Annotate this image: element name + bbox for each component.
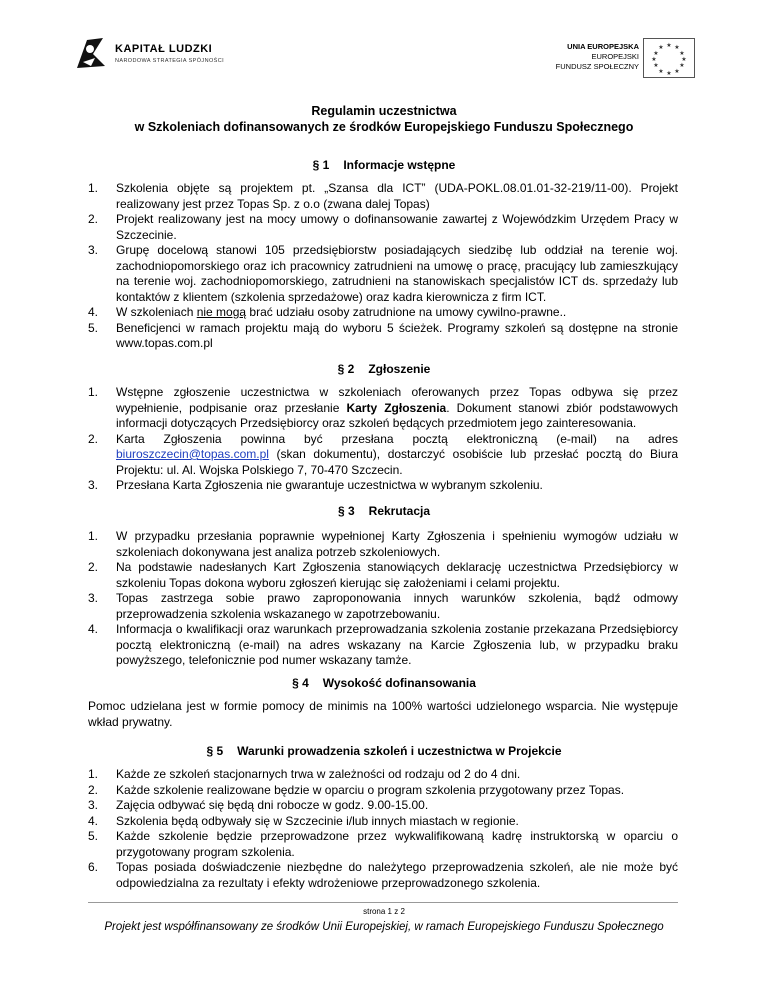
section-2-number: § 2	[337, 362, 355, 376]
eu-logo-line3: FUNDUSZ SPOŁECZNY	[555, 62, 639, 71]
svg-text:★: ★	[653, 51, 659, 57]
eu-logo-line2: EUROPEJSKI	[591, 52, 639, 61]
svg-text:★: ★	[658, 69, 664, 75]
title-line2: w Szkoleniach dofinansowanych ze środków Europejskiego Funduszu Społecznego	[134, 120, 634, 134]
page-number: strona 1 z 2	[363, 907, 405, 916]
eu-logo-line1: UNIA EUROPEJSKA	[567, 42, 639, 51]
section-2-title: Zgłoszenie	[368, 362, 431, 376]
section-5-number: § 5	[206, 744, 224, 758]
list-item: 1. Wstępne zgłoszenie uczestnictwa w szkoleniach oferowanych przez Topas odbywa się przez wypełnienie, podpisanie oraz przesłanie Karty Zgłoszenia. Dokument stanowi zbiór podstawowych informacji dotyczących Przedsiębiorcy oraz szkoleń będących przedmiotem jego zainteresowania.	[88, 385, 678, 430]
list-item: 3. Topas zastrzega sobie prawo zaproponowania innych warunków szkolenia, bądź odmowy przeprowadzenia szkolenia wskazanego w zapotrzebowaniu.	[88, 591, 678, 621]
list-item: 1. W przypadku przesłania poprawnie wypełnionej Karty Zgłoszenia i spełnieniu wymogów udziału w szkoleniach dokonywana jest analiza potrzeb szkoleniowych.	[88, 529, 678, 559]
list-item: 4. Szkolenia będą odbywały się w Szczecinie i/lub innych miastach w regionie.	[88, 813, 519, 828]
list-item: 2. Projekt realizowany jest na mocy umowy o dofinansowanie zawartej z Wojewódzkim Urzędem Pracy w Szczecinie.	[88, 212, 678, 242]
section-3-list	[88, 529, 678, 669]
eu-flag-icon	[643, 38, 695, 78]
list-item: 2. Każde szkolenie realizowane będzie w oparciu o program szkolenia przygotowany przez Topas.	[88, 782, 625, 797]
svg-text:★: ★	[666, 71, 672, 77]
logo-left-subtitle: NARODOWA STRATEGIA SPÓJNOŚCI	[115, 58, 224, 64]
list-item: 3. Grupę docelową stanowi 105 przedsiębiorstw posiadających siedzibę lub oddział na terenie woj. zachodniopomorskiego oraz ich pracownicy zatrudnieni na umowę o pracę, pracujący lub zamieszkujący na terenie woj. zachodniopomorskiego, zatrudnieni na stanowiskach specjalistów ICT ds. sprzedaży lub kontaktów z klientem (szkolenia sprzedażowe) oraz kadra kierownicza z firm ICT.	[88, 243, 678, 304]
document-title	[0, 103, 768, 135]
list-item: 1. Każde ze szkoleń stacjonarnych trwa w zależności od rodzaju od 2 do 4 dni.	[88, 767, 521, 781]
kapital-ludzki-logo	[73, 36, 243, 72]
svg-text:★: ★	[674, 45, 680, 51]
list-item: 4. Informacja o kwalifikacji oraz warunkach przeprowadzania szkolenia zostanie przekazana Przedsiębiorcy pocztą elektroniczną (e-mail) na adres wskazany na Karcie Zgłoszenia lub, w przypadku braku powyższego, telefonicznie pod numer wskazany tamże.	[88, 622, 678, 667]
list-item: 2. Na podstawie nadesłanych Kart Zgłoszenia stanowiących deklarację uczestnictwa Przedsiębiorcy w szkoleniu Topas dokona wyboru zgłoszeń kierując się założeniami i celami projektu.	[88, 560, 678, 590]
section-4-text: Pomoc udzielana jest w formie pomocy de minimis na 100% wartości udzielonego wsparcia. Nie występuje wkład prywatny.	[88, 699, 678, 729]
list-item: 3. Przesłana Karta Zgłoszenia nie gwarantuje uczestnictwa w wybranym szkoleniu.	[88, 478, 543, 492]
section-3-heading	[0, 504, 768, 518]
section-1-heading	[0, 158, 768, 172]
svg-text:★: ★	[681, 57, 687, 63]
svg-text:★: ★	[653, 63, 659, 69]
list-item: 2. Karta Zgłoszenia powinna być przesłana pocztą elektroniczną (e-mail) na adres biuroszczecin@topas.com.pl (skan dokumentu), dostarczyć osobiście lub przesłać pocztą do Biura Projektu: ul. Al. Wojska Polskiego 7, 70-470 Szczecin.	[88, 431, 678, 477]
section-4-title: Wysokość dofinansowania	[322, 676, 476, 690]
logo-left-title: KAPITAŁ LUDZKI	[115, 43, 213, 55]
section-2-heading	[0, 362, 768, 376]
svg-text:★: ★	[651, 57, 657, 63]
section-5-list	[88, 767, 678, 891]
svg-text:★: ★	[666, 43, 672, 49]
list-item: 6. Topas posiada doświadczenie niezbędne do należytego przeprowadzenia szkoleń, ale nie może być odpowiedzialna za rezultaty i efekty wdrożeniowe przeprowadzonego szkolenia.	[88, 860, 678, 890]
kapital-ludzki-mark-icon	[73, 36, 109, 72]
section-1-number: § 1	[312, 158, 330, 172]
section-2-list	[88, 385, 678, 494]
section-5-heading	[0, 744, 768, 758]
svg-text:★: ★	[674, 69, 680, 75]
bold-text: Karty Zgłoszenia	[346, 400, 447, 415]
section-4-heading	[0, 676, 768, 690]
footer-divider	[88, 902, 678, 903]
list-item: 5. Każde szkolenie będzie przeprowadzone przez wykwalifikowaną kadrę instruktorską w oparciu o przygotowany program szkolenia.	[88, 829, 678, 859]
section-3-title: Rekrutacja	[368, 504, 431, 518]
section-1-title: Informacje wstępne	[343, 158, 456, 172]
list-item: 3. Zajęcia odbywać się będą dni robocze w godz. 9.00-15.00.	[88, 798, 429, 812]
section-1-list	[88, 181, 678, 352]
list-item: 1. Szkolenia objęte są projektem pt. „Szansa dla ICT” (UDA-POKL.08.01.01-32-219/11-00). Projekt realizowany jest przez Topas Sp. z o.o (zwana dalej Topas)	[88, 181, 678, 211]
footer-text: Projekt jest współfinansowany ze środków Unii Europejskiej, w ramach Europejskiego Funduszu Społecznego	[104, 921, 664, 933]
title-line1: Regulamin uczestnictwa	[311, 104, 457, 118]
list-item: 5. Beneficjenci w ramach projektu mają do wyboru 5 ścieżek. Programy szkoleń są dostępne na stronie www.topas.com.pl	[88, 320, 678, 350]
section-3-number: § 3	[337, 504, 355, 518]
svg-text:★: ★	[658, 45, 664, 51]
underlined-text: nie mogą	[196, 305, 247, 319]
section-4-number: § 4	[292, 676, 309, 690]
eu-logo-text	[545, 42, 639, 72]
eu-logo	[545, 38, 695, 80]
svg-text:★: ★	[679, 51, 685, 57]
section-5-title: Warunki prowadzenia szkoleń i uczestnictwa w Projekcie	[237, 744, 562, 758]
email-link[interactable]: biuroszczecin@topas.com.pl	[116, 447, 269, 461]
list-item: 4. W szkoleniach nie mogą brać udziału osoby zatrudnione na umowy cywilno-prawne..	[88, 305, 567, 319]
svg-text:★: ★	[679, 63, 685, 69]
